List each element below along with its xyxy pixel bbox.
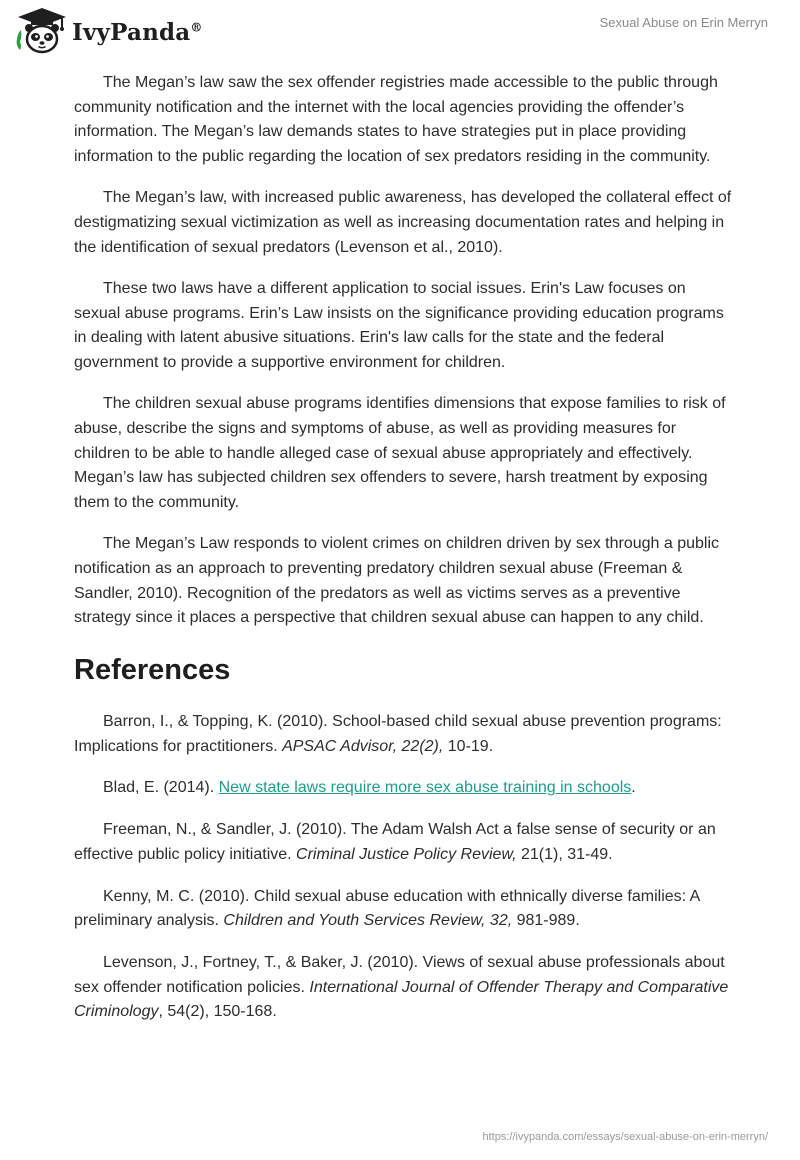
- reference-item: Kenny, M. C. (2010). Child sexual abuse education with ethnically diverse families: A preliminary analysis. Children and Youth Services Review, 32, 981-989.: [74, 887, 700, 930]
- site-logo[interactable]: [14, 6, 203, 54]
- body-paragraph: The Megan’s law saw the sex offender registries made accessible to the public through community notification and the internet with the local agencies providing the offender’s information. The Megan’s law demands states to have strategies put in place providing information to the public regarding the location of sex predators residing in the community.: [74, 74, 718, 166]
- reference-item: Freeman, N., & Sandler, J. (2010). The Adam Walsh Act a false sense of security or an effective public policy initiative. Criminal Justice Policy Review, 21(1), 31-49.: [74, 821, 716, 863]
- essay-body: [74, 71, 734, 1042]
- body-paragraph: These two laws have a different application to social issues. Erin's Law focuses on sexual abuse programs. Erin’s Law insists on the significance providing education programs in dealing with latent abusive situations. Erin's law calls for the state and the federal government to provide a supportive environment for children.: [74, 279, 724, 372]
- references-heading: References: [74, 654, 231, 687]
- body-paragraph: The Megan’s Law responds to violent crimes on children driven by sex through a public notification as an approach to preventing predatory children sexual abuse (Freeman & Sandler, 2010). Recognition of the predators as well as victims serves as a preventive strategy since it places a perspective that children sexual abuse can happen to any child.: [74, 535, 720, 627]
- body-paragraph: The children sexual abuse programs identifies dimensions that expose families to risk of abuse, describe the signs and symptoms of abuse, as well as providing measures for children to be able to handle alleged case of sexual abuse appropriately and effectively. Megan’s law has subjected children sex offenders to severe, harsh treatment by exposing them to the community.: [74, 395, 726, 512]
- reference-item: Levenson, J., Fortney, T., & Baker, J. (2010). Views of sexual abuse professionals about sex offender notification policies. International Journal of Offender Therapy and Comparative Criminology, 54(2), 150-168.: [74, 953, 729, 1021]
- reference-item: Barron, I., & Topping, K. (2010). School-based child sexual abuse prevention programs: Implications for practitioners. APSAC Advisor, 22(2), 10-19.: [74, 713, 722, 755]
- reference-item: Blad, E. (2014). New state laws require more sex abuse training in schools.: [103, 779, 636, 797]
- source-url[interactable]: https://ivypanda.com/essays/sexual-abuse-on-erin-merryn/: [482, 1131, 768, 1143]
- panda-graduate-icon: [14, 6, 70, 54]
- reference-link[interactable]: New state laws require more sex abuse training in schools: [218, 779, 632, 797]
- document-title: Sexual Abuse on Erin Merryn: [599, 15, 768, 30]
- body-paragraph: The Megan’s law, with increased public awareness, has developed the collateral effect of destigmatizing sexual victimization as well as increasing documentation rates and helping in the identification of sexual predators (Levenson et al., 2010).: [74, 189, 732, 256]
- brand-name: IvyPanda®: [72, 18, 203, 46]
- page-header: [0, 0, 800, 64]
